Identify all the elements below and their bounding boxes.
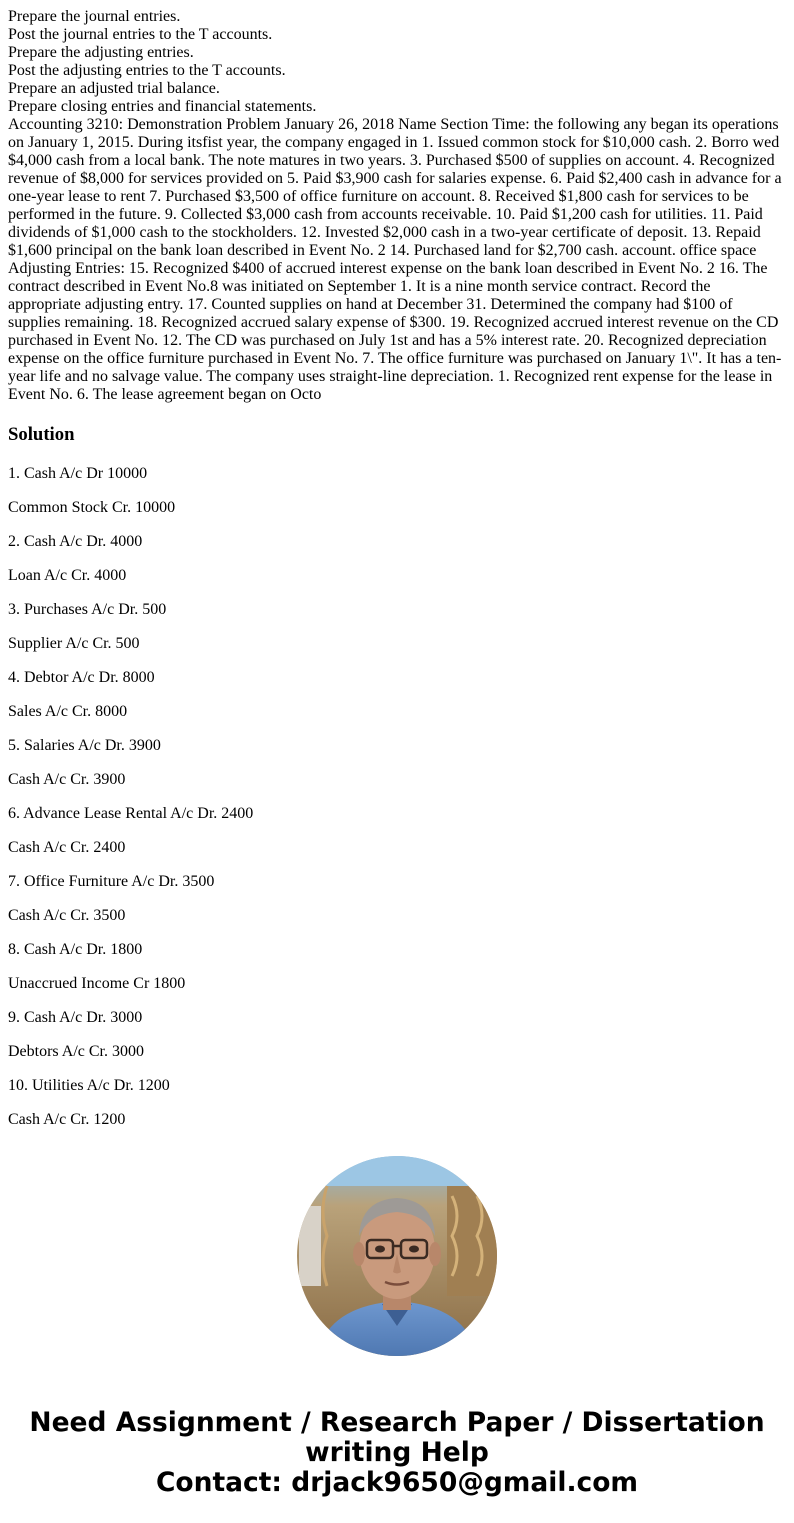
journal-entry-credit: Sales A/c Cr. 8000 — [8, 703, 128, 720]
problem-statement: Accounting 3210: Demonstration Problem January 26, 2018 Name Section Time: the following any began its operations on January 1, 2015. During itsfist year, the company engaged in 1. Issued common stock for $10,000 cash. 2. Borro wed $4,000 cash from a local bank. The note matures in two years. 3. Purchased $500 of supplies on account. 4. Recognized revenue of $8,000 for services provided on 5. Paid $3,900 cash for salaries expense. 6. Paid $2,400 cash in advance for a one-year lease to rent 7. Purchased $3,500 of office furniture on account. 8. Received $1,800 cash for services to be performed in the future. 9. Collected $3,000 cash from accounts receivable. 10. Paid $1,200 cash for utilities. 11. Paid dividends of $1,000 cash to the stockholders. 12. Invested $2,000 cash in a two-year certificate of deposit. 13. Repaid $1,600 principal on the bank loan described in Event No. 2 14. Purchased land for $2,700 cash. account. office space Adjusting Entries: 15. Recognized $400 of accrued interest expense on the bank loan described in Event No. 2 16. The contract described in Event No.8 was initiated on September 1. It is a nine month service contract. Record the appropriate adjusting entry. 17. Counted supplies on hand at December 31. Determined the company had $100 of supplies remaining. 18. Recognized accrued salary expense of $300. 19. Recognized accrued interest revenue on the CD purchased in Event No. 12. The CD was purchased on July 1st and has a 5% interest rate. 20. Recognized depreciation expense on the office furniture purchased in Event No. 7. The office furniture was purchased on January 1\". It has a ten-year life and no salvage value. The company uses straight-line depreciation. 1. Recognized rent expense for the lease in Event No. 6. The lease agreement began on Octo — [8, 116, 782, 403]
journal-entry-credit: Cash A/c Cr. 2400 — [8, 839, 126, 856]
journal-entry-debit: 7. Office Furniture A/c Dr. 3500 — [8, 873, 215, 890]
task-item: Prepare the journal entries. — [8, 8, 181, 25]
journal-entry-credit: Cash A/c Cr. 3500 — [8, 907, 126, 924]
journal-entry-credit: Cash A/c Cr. 3900 — [8, 771, 126, 788]
task-item: Post the journal entries to the T accounts. — [8, 26, 273, 43]
journal-entry-credit: Common Stock Cr. 10000 — [8, 499, 176, 516]
task-list — [8, 8, 786, 116]
task-item: Prepare the adjusting entries. — [8, 44, 194, 61]
solution-entries — [8, 465, 786, 1129]
journal-entry-credit: Supplier A/c Cr. 500 — [8, 635, 140, 652]
tutor-portrait-image — [297, 1156, 497, 1356]
journal-entry-debit: 1. Cash A/c Dr 10000 — [8, 465, 148, 482]
banner-line-2: writing Help — [305, 1437, 489, 1468]
contact-banner — [0, 1408, 794, 1498]
task-item: Post the adjusting entries to the T accounts. — [8, 62, 286, 79]
journal-entry-debit: 2. Cash A/c Dr. 4000 — [8, 533, 143, 550]
journal-entry-credit: Unaccrued Income Cr 1800 — [8, 975, 186, 992]
banner-line-1: Need Assignment / Research Paper / Dissertation — [29, 1407, 765, 1438]
task-item: Prepare closing entries and financial statements. — [8, 98, 317, 115]
journal-entry-debit: 10. Utilities A/c Dr. 1200 — [8, 1077, 170, 1094]
journal-entry-debit: 4. Debtor A/c Dr. 8000 — [8, 669, 155, 686]
task-item: Prepare an adjusted trial balance. — [8, 80, 220, 97]
journal-entry-debit: 3. Purchases A/c Dr. 500 — [8, 601, 167, 618]
journal-entry-credit: Cash A/c Cr. 1200 — [8, 1111, 126, 1128]
journal-entry-debit: 5. Salaries A/c Dr. 3900 — [8, 737, 161, 754]
avatar — [297, 1156, 497, 1356]
banner-contact-email: Contact: drjack9650@gmail.com — [155, 1467, 639, 1498]
journal-entry-debit: 8. Cash A/c Dr. 1800 — [8, 941, 143, 958]
solution-heading: Solution — [8, 424, 75, 445]
journal-entry-debit: 9. Cash A/c Dr. 3000 — [8, 1009, 143, 1026]
journal-entry-debit: 6. Advance Lease Rental A/c Dr. 2400 — [8, 805, 254, 822]
journal-entry-credit: Loan A/c Cr. 4000 — [8, 567, 127, 584]
journal-entry-credit: Debtors A/c Cr. 3000 — [8, 1043, 144, 1060]
avatar-container — [0, 1156, 794, 1356]
